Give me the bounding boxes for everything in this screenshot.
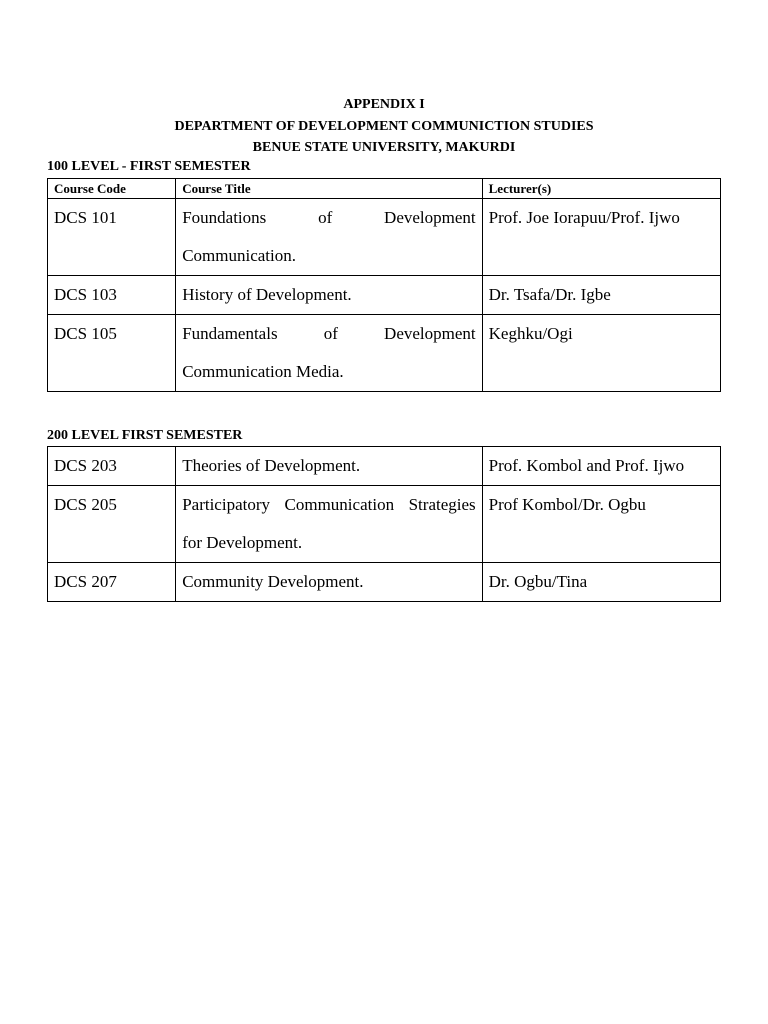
course-table-100-level	[47, 178, 721, 392]
lecturer-cell: Dr. Tsafa/Dr. Igbe	[482, 276, 720, 315]
course-title-line: Participatory Communication Strategies	[182, 495, 476, 514]
course-code-cell: DCS 207	[48, 563, 176, 602]
lecturer-cell: Keghku/Ogi	[482, 315, 720, 392]
course-title-line: for Development.	[182, 533, 303, 552]
table-row	[48, 486, 721, 563]
university-name: BENUE STATE UNIVERSITY, MAKURDI	[252, 140, 516, 155]
course-title-cell	[176, 315, 482, 392]
column-header-course-title: Course Title	[176, 179, 482, 199]
course-title-cell	[176, 199, 482, 276]
column-header-course-code: Course Code	[48, 179, 176, 199]
course-title-line: Communication.	[182, 246, 296, 265]
course-title-cell: Theories of Development.	[176, 447, 482, 486]
course-title-cell	[176, 486, 482, 563]
table-row	[48, 315, 721, 392]
lecturer-cell: Prof. Joe Iorapuu/Prof. Ijwo	[482, 199, 720, 276]
document-heading	[0, 94, 768, 159]
lecturer-cell: Prof Kombol/Dr. Ogbu	[482, 486, 720, 563]
course-code-cell: DCS 105	[48, 315, 176, 392]
course-code-cell: DCS 203	[48, 447, 176, 486]
course-table-200-level	[47, 446, 721, 602]
column-header-lecturers: Lecturer(s)	[482, 179, 720, 199]
table-header-row	[48, 179, 721, 199]
lecturer-cell: Dr. Ogbu/Tina	[482, 563, 720, 602]
department-name: DEPARTMENT OF DEVELOPMENT COMMUNICTION STUDIES	[174, 118, 594, 134]
course-title-line: Foundations of Development	[182, 208, 476, 227]
section-title-200-level: 200 LEVEL FIRST SEMESTER	[47, 428, 243, 443]
table-row	[48, 199, 721, 276]
course-title-cell: History of Development.	[176, 276, 482, 315]
appendix-title: APPENDIX I	[343, 97, 425, 112]
section-title-100-level: 100 LEVEL - FIRST SEMESTER	[47, 159, 251, 174]
table-row	[48, 447, 721, 486]
table-row	[48, 563, 721, 602]
course-title-cell: Community Development.	[176, 563, 482, 602]
lecturer-cell: Prof. Kombol and Prof. Ijwo	[482, 447, 720, 486]
table-row	[48, 276, 721, 315]
course-title-line: Communication Media.	[182, 362, 344, 381]
course-title-line: Fundamentals of Development	[182, 324, 476, 343]
course-code-cell: DCS 101	[48, 199, 176, 276]
course-code-cell: DCS 205	[48, 486, 176, 563]
course-code-cell: DCS 103	[48, 276, 176, 315]
